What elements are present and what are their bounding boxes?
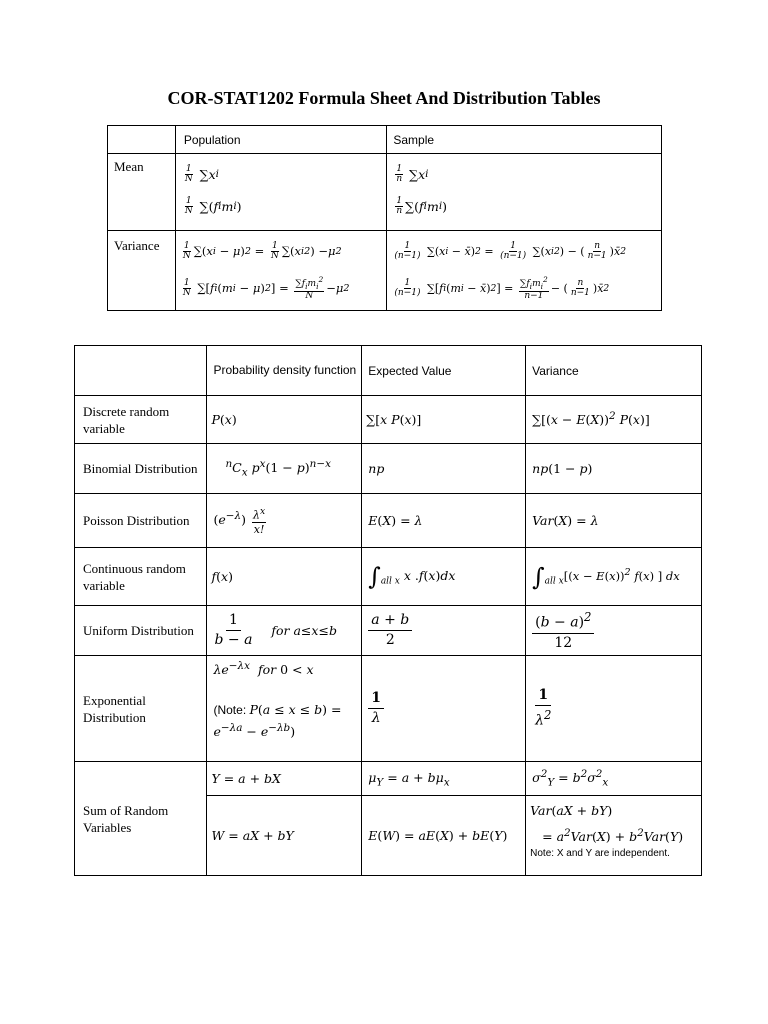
- exponential-variance: $\frac{1}{\lambda^2}$: [526, 656, 702, 762]
- uniform-expected-value: $\frac{a + b}{2}$: [362, 606, 526, 656]
- row-label-binomial: Binomial Distribution: [75, 444, 207, 494]
- exponential-note-prefix: (Note:: [213, 703, 250, 718]
- row-uniform-distribution: [75, 606, 702, 656]
- row-label-continuous: Continuous random variable: [75, 548, 207, 606]
- row-poisson-distribution: [75, 494, 702, 548]
- row-binomial-distribution: [75, 444, 702, 494]
- exponential-expected-value: $\frac{1}{\lambda}$: [362, 656, 526, 762]
- table2-header-expected-value: Expected Value: [362, 346, 526, 396]
- table1-row-variance: [108, 231, 662, 311]
- row-label-sum-random-variables: Sum of Random Variables: [75, 762, 207, 876]
- sum-linear-w: W = aX + bY: [207, 796, 362, 876]
- row-label-uniform: Uniform Distribution: [75, 606, 207, 656]
- table1-header-empty: [108, 126, 176, 154]
- population-mean-formula: $\frac{1}{N}$ ∑ x i: [184, 163, 220, 184]
- sample-mean-formula: $\frac{1}{n}$ ∑ x i: [396, 163, 429, 184]
- discrete-variance: $\sum[(x - E(X))^2$ P(x)]: [526, 396, 702, 444]
- sum-mean-y: $\mu_Y = a + b\mu_x$: [362, 762, 526, 796]
- population-grouped-mean-formula: $\frac{1}{N}$ ∑( f i m i ): [184, 195, 242, 216]
- population-variance-formulas: [175, 231, 387, 311]
- sum-variance-w: Var(aX + bY) = $a^2Var(X) + b^2Var(Y)$ Note: X and Y are independent.: [526, 796, 702, 876]
- row-continuous-random-variable: [75, 548, 702, 606]
- row-exponential-distribution: [75, 656, 702, 762]
- independence-note: Note: X and Y are independent.: [530, 848, 670, 859]
- table2-header-row: [75, 346, 702, 396]
- table2-header-variance: Variance: [526, 346, 702, 396]
- poisson-pdf: $(e^{-\lambda})$ $\frac{\lambda^x}{x!}$: [207, 494, 362, 548]
- binomial-pdf: $^nC_x$ $p^x(1 - p)^{n-x}$: [207, 444, 362, 494]
- continuous-pdf: f(x): [207, 548, 362, 606]
- table1-header-sample: Sample: [387, 126, 662, 154]
- row-label-exponential: Exponential Distribution: [75, 656, 207, 762]
- table2-header-empty: [75, 346, 207, 396]
- page-title: COR-STAT1202 Formula Sheet And Distribution Tables: [167, 88, 601, 108]
- continuous-expected-value: $\int_{all x}$ x .f(x)dx: [362, 548, 526, 606]
- table1-row-mean: [108, 154, 662, 231]
- table1-header-population: Population: [175, 126, 387, 154]
- sample-mean-formulas: [387, 154, 662, 231]
- row-sum-random-variables-1: [75, 762, 702, 796]
- poisson-expected-value: E(X) = λ: [362, 494, 526, 548]
- sample-grouped-mean-formula: $\frac{1}{n}$ ∑( f i m i ): [396, 195, 448, 216]
- sample-variance-formula: $\frac{1}{(n-1)}$ ∑( x i − x̄ ) 2 = $\frac{1}{(n-1)}$ ∑( x i 2 ) − ( $\frac{n}{n-1}$ ) x̄ 2: [394, 240, 627, 261]
- distribution-table: [74, 345, 702, 876]
- exponential-pdf: $\lambda e^{-\lambda x}$ for 0 < x (Note: P(a ≤ x ≤ b) = $e^{-\lambda a} - e^{-\lambda b}$): [207, 656, 362, 762]
- binomial-variance: np(1 − p): [526, 444, 702, 494]
- sum-linear-y: Y = a + bX: [207, 762, 362, 796]
- population-grouped-variance-formula: $\frac{1}{N}$ ∑[ f i ( m i − μ ) 2 ] = $\frac{\sum f_im_i^2}{N}$ − μ 2: [182, 275, 350, 301]
- poisson-variance: Var(X) = λ: [526, 494, 702, 548]
- table1-header-row: [108, 126, 662, 154]
- population-mean-formulas: [175, 154, 387, 231]
- mean-variance-table: [107, 125, 662, 311]
- table2-header-pdf: Probability density function: [207, 346, 362, 396]
- population-variance-formula: $\frac{1}{N}$ ∑( x i − μ ) 2 = $\frac{1}{N}$ ∑( x i 2 ) − μ 2: [182, 240, 342, 261]
- sum-variance-y: $\sigma^2_Y = b^2\sigma^2_x$: [526, 762, 702, 796]
- discrete-pdf: P(x): [207, 396, 362, 444]
- continuous-variance: $\int_{all x}[(x - E(x))^2$ f(x) ] dx: [526, 548, 702, 606]
- row-label-discrete: Discrete random variable: [75, 396, 207, 444]
- discrete-expected-value: ∑[x P(x)]: [362, 396, 526, 444]
- uniform-pdf: 1 b − a for a ≤ x ≤ b: [207, 606, 362, 656]
- binomial-expected-value: np: [362, 444, 526, 494]
- row-label-variance: Variance: [108, 231, 176, 311]
- sample-grouped-variance-formula: $\frac{1}{(n-1)}$ ∑[ f i ( m i − x̄ ) 2 ] = $\frac{\sum f_im_i^2}{n-1}$ − ( $\frac{n}{n-1}$ ) x̄ 2: [394, 275, 610, 301]
- uniform-variance: $\frac{(b - a)^2}{12}$: [526, 606, 702, 656]
- row-label-poisson: Poisson Distribution: [75, 494, 207, 548]
- row-discrete-random-variable: [75, 396, 702, 444]
- row-label-mean: Mean: [108, 154, 176, 231]
- sample-variance-formulas: [387, 231, 662, 311]
- sum-expected-w: E(W) = aE(X) + bE(Y): [362, 796, 526, 876]
